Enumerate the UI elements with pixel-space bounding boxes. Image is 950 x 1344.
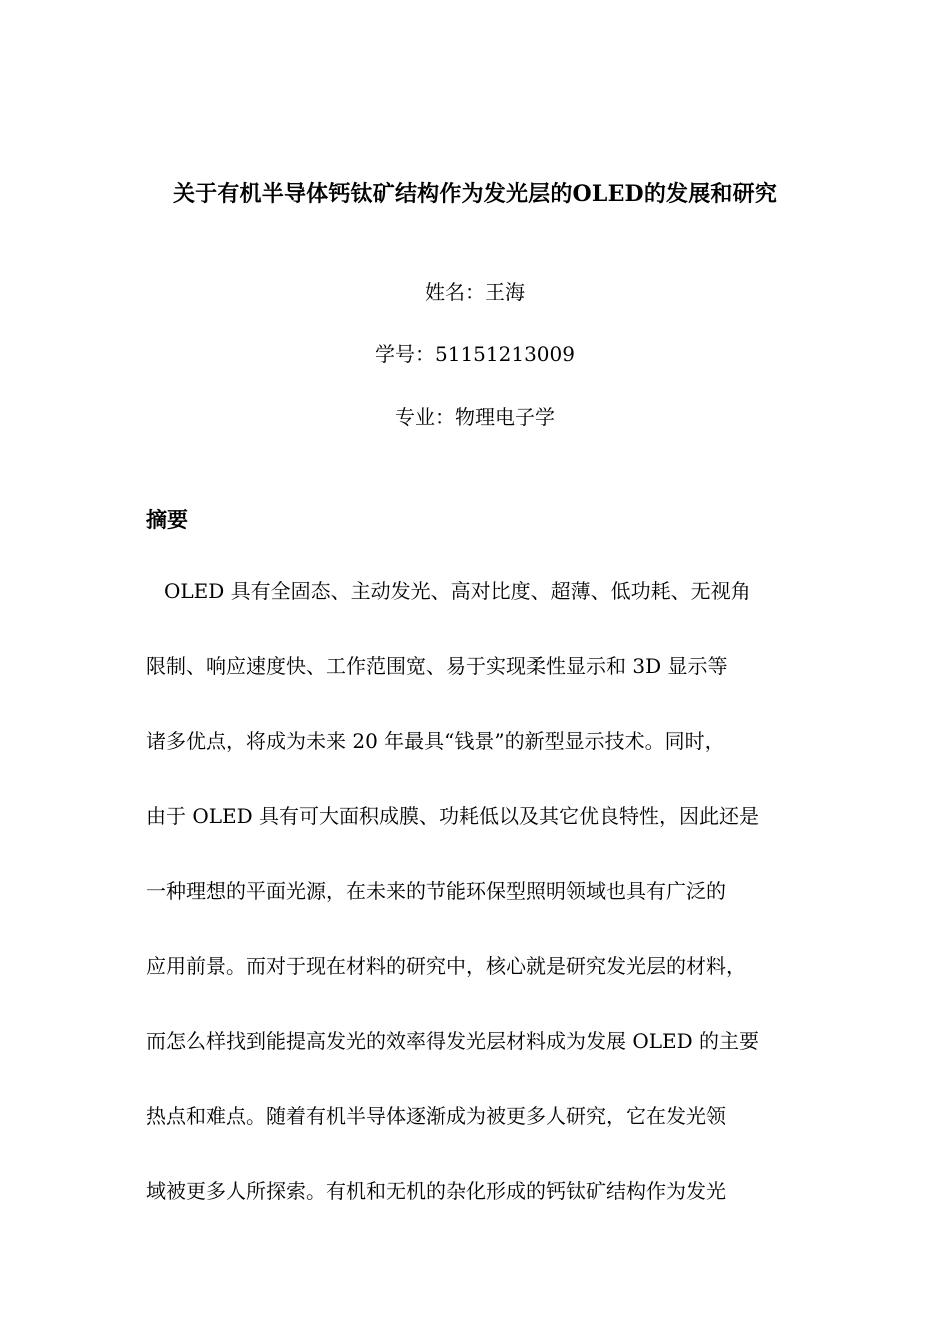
abstract-line: 诸多优点，将成为未来 20 年最具“钱景”的新型显示技术。同时， [146, 729, 725, 753]
major-field: 专业：物理电子学 [395, 405, 555, 429]
abstract-line: 应用前景。而对于现在材料的研究中，核心就是研究发光层的材料， [146, 954, 746, 978]
author-name: 姓名：王海 [425, 280, 525, 304]
student-id: 学号：51151213009 [375, 342, 575, 366]
abstract-line: 一种理想的平面光源，在未来的节能环保型照明领域也具有广泛的 [146, 879, 726, 903]
abstract-line: OLED 具有全固态、主动发光、高对比度、超薄、低功耗、无视角 [164, 579, 751, 603]
abstract-line: 而怎么样找到能提高发光的效率得发光层材料成为发展 OLED 的主要 [146, 1029, 760, 1053]
abstract-heading: 摘要 [146, 507, 188, 533]
document-title: 关于有机半导体钙钛矿结构作为发光层的OLED的发展和研究 [172, 180, 778, 207]
abstract-line: 域被更多人所探索。有机和无机的杂化形成的钙钛矿结构作为发光 [146, 1179, 726, 1203]
abstract-line: 由于 OLED 具有可大面积成膜、功耗低以及其它优良特性，因此还是 [146, 804, 760, 828]
abstract-paragraph [146, 573, 826, 1248]
abstract-line: 热点和难点。随着有机半导体逐渐成为被更多人研究，它在发光领 [146, 1104, 726, 1128]
abstract-line: 限制、响应速度快、工作范围宽、易于实现柔性显示和 3D 显示等 [146, 654, 728, 678]
